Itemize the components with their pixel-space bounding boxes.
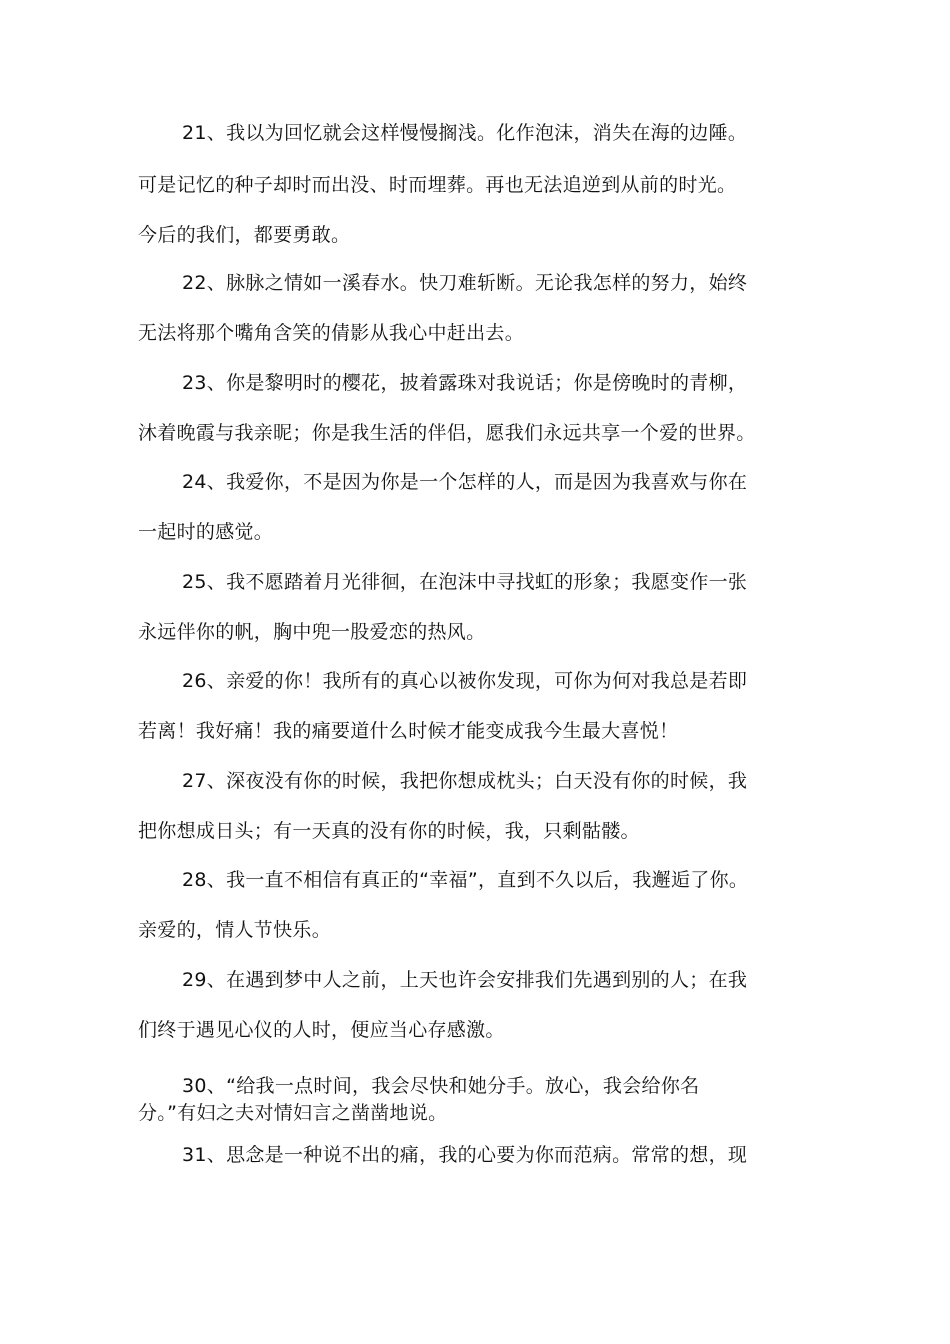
paragraph-22-line-2: 无法将那个嘴角含笑的倩影从我心中赶出去。 <box>138 322 525 344</box>
paragraph-24-line-2: 一起时的感觉。 <box>138 521 274 543</box>
paragraph-27-line-2: 把你想成日头；有一天真的没有你的时候，我，只剩骷髅。 <box>138 820 640 842</box>
paragraph-30-line-1: 30、“给我一点时间，我会尽快和她分手。放心，我会给你名 <box>182 1075 700 1097</box>
paragraph-27-line-1: 27、深夜没有你的时候，我把你想成枕头；白天没有你的时候，我 <box>182 770 748 792</box>
paragraph-24-line-1: 24、我爱你，不是因为你是一个怎样的人，而是因为我喜欢与你在 <box>182 471 748 493</box>
paragraph-28-line-2: 亲爱的，情人节快乐。 <box>138 919 332 941</box>
paragraph-29-line-1: 29、在遇到梦中人之前，上天也许会安排我们先遇到别的人；在我 <box>182 969 748 991</box>
paragraph-23-line-1: 23、你是黎明时的樱花，披着露珠对我说话；你是傍晚时的青柳， <box>182 372 748 394</box>
paragraph-25-line-2: 永远伴你的帆，胸中兜一股爱恋的热风。 <box>138 621 486 643</box>
paragraph-21-line-1: 21、我以为回忆就会这样慢慢搁浅。化作泡沫，消失在海的边陲。 <box>182 122 748 144</box>
paragraph-26-line-2: 若离！我好痛！我的痛要道什么时候才能变成我今生最大喜悦！ <box>138 720 679 742</box>
paragraph-31-line-1: 31、思念是一种说不出的痛，我的心要为你而范病。常常的想，现 <box>182 1144 748 1166</box>
paragraph-30-line-2: 分。”有妇之夫对情妇言之凿凿地说。 <box>138 1102 448 1124</box>
paragraph-29-line-2: 们终于遇见心仪的人时，便应当心存感激。 <box>138 1019 505 1041</box>
paragraph-25-line-1: 25、我不愿踏着月光徘徊，在泡沫中寻找虹的形象；我愿变作一张 <box>182 571 748 593</box>
paragraph-23-line-2: 沐着晚霞与我亲昵；你是我生活的伴侣，愿我们永远共享一个爱的世界。 <box>138 422 756 444</box>
paragraph-28-line-1: 28、我一直不相信有真正的“幸福”，直到不久以后，我邂逅了你。 <box>182 869 749 891</box>
paragraph-21-line-3: 今后的我们，都要勇敢。 <box>138 224 351 246</box>
paragraph-26-line-1: 26、亲爱的你！我所有的真心以被你发现，可你为何对我总是若即 <box>182 670 748 692</box>
paragraph-22-line-1: 22、脉脉之情如一溪春水。快刀难斩断。无论我怎样的努力，始终 <box>182 272 748 294</box>
paragraph-21-line-2: 可是记忆的种子却时而出没、时而埋葬。再也无法追逆到从前的时光。 <box>138 174 737 196</box>
